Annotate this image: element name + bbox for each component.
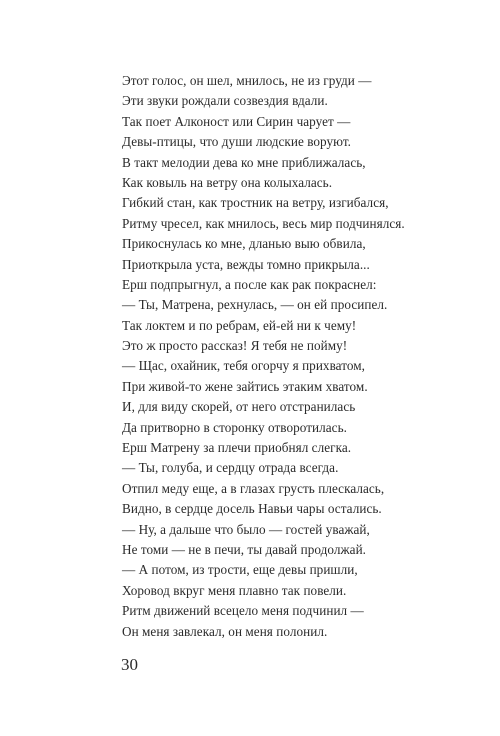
poem-text bbox=[122, 71, 482, 642]
poem-line: В такт мелодии дева ко мне приближалась, bbox=[122, 154, 366, 170]
poem-line: Девы-птицы, что души людские воруют. bbox=[122, 134, 352, 150]
poem-line: Эти звуки рождали созвездия вдали. bbox=[122, 93, 328, 109]
poem-line: Гибкий стан, как тростник на ветру, изгибался, bbox=[122, 195, 389, 211]
poem-line: И, для виду скорей, от него отстранилась bbox=[122, 399, 356, 415]
poem-line: Ерш Матрену за плечи приобнял слегка. bbox=[122, 440, 352, 456]
poem-line: Не томи — не в печи, ты давай продолжай. bbox=[122, 541, 367, 557]
poem-line: Этот голос, он шел, мнилось, не из груди — bbox=[122, 73, 372, 88]
poem-line: Да притворно в сторонку отворотилась. bbox=[122, 419, 347, 435]
poem-line: — Щас, охайник, тебя огорчу я прихватом, bbox=[122, 358, 366, 374]
poem-line: Это ж просто рассказ! Я тебя не пойму! bbox=[122, 338, 348, 354]
poem-line: Прикоснулась ко мне, дланью выю обвила, bbox=[122, 236, 366, 252]
poem-line: Ритму чресел, как мнилось, весь мир подчинялся. bbox=[122, 215, 405, 231]
poem-line: Так локтем и по ребрам, ей-ей ни к чему! bbox=[122, 317, 357, 333]
poem-line: — А потом, из трости, еще девы пришли, bbox=[122, 562, 358, 578]
poem-line: Видно, в сердце досель Навьи чары остались. bbox=[122, 501, 382, 517]
poem-line: — Ты, Матрена, рехнулась, — он ей просипел. bbox=[122, 297, 388, 313]
poem-line: При живой-то жене зайтись этаким хватом. bbox=[122, 378, 368, 394]
poem-line: — Ты, голуба, и сердцу отрада всегда. bbox=[122, 460, 339, 476]
poem-line: Он меня завлекал, он меня полонил. bbox=[122, 623, 328, 639]
poem-line: Ритм движений всецело меня подчинил — bbox=[122, 603, 364, 619]
poem-line: — Ну, а дальше что было — гостей уважай, bbox=[122, 521, 370, 537]
poem-line: Приоткрыла уста, вежды томно прикрыла... bbox=[122, 256, 370, 272]
poem-line: Так поет Алконост или Сирин чарует — bbox=[122, 113, 351, 129]
poem-line: Как ковыль на ветру она колыхалась. bbox=[122, 174, 333, 190]
poem-line: Ерш подпрыгнул, а после как рак покраснел: bbox=[122, 276, 377, 292]
poem-line: Хоровод вкруг меня плавно так повели. bbox=[122, 582, 347, 598]
poem-line: Отпил меду еще, а в глазах грусть плескалась, bbox=[122, 480, 385, 496]
page-number: 30 bbox=[121, 655, 138, 674]
